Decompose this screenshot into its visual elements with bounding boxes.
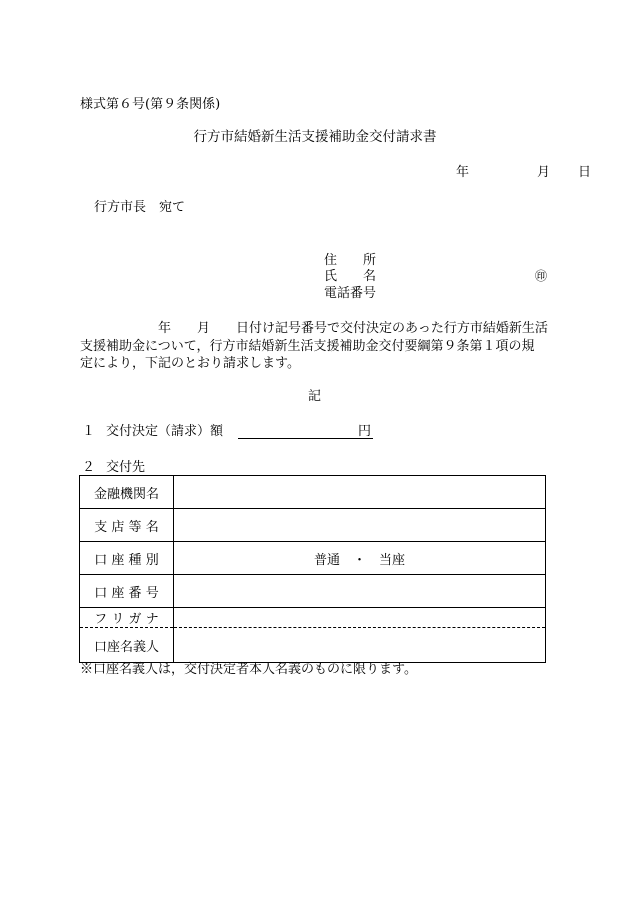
body-line-3: 定により，下記のとおり請求します。 [80, 356, 300, 371]
account-number-label: 口 座 番 号 [80, 575, 174, 608]
furigana-row [80, 608, 546, 628]
item2-number: ２ [82, 460, 96, 475]
bank-name-row [80, 476, 546, 509]
body-line-2: 支援補助金について，行方市結婚新生活支援補助金交付要綱第９条第１項の規 [80, 338, 535, 354]
branch-row [80, 509, 546, 542]
bank-name-label: 金融機関名 [80, 476, 174, 509]
item1-label: 交付決定（請求）額 [106, 424, 224, 439]
furigana-field[interactable] [174, 608, 546, 628]
item1-unit: 円 [358, 424, 372, 439]
document-title: 行方市結婚新生活支援補助金交付請求書 [193, 129, 437, 145]
holder-label: 口座名義人 [80, 628, 174, 663]
bank-name-field[interactable] [174, 476, 546, 509]
holder-note: ※口座名義人は，交付決定者本人名義のものに限ります。 [80, 662, 417, 677]
amount-field[interactable] [238, 423, 373, 439]
request-body [80, 320, 568, 373]
bank-table [79, 475, 546, 663]
date-day: 日 [578, 165, 592, 180]
date-month: 月 [537, 165, 551, 180]
form-number: 様式第６号(第９条関係) [80, 97, 221, 112]
address-label: 住 所 [324, 253, 377, 268]
item2-label: 交付先 [106, 460, 146, 475]
furigana-label: フ リ ガ ナ [80, 608, 174, 628]
branch-field[interactable] [174, 509, 546, 542]
item1-number: １ [82, 424, 96, 439]
account-type-field[interactable]: 普通 ・ 当座 [174, 542, 546, 575]
account-number-row [80, 575, 546, 608]
account-type-row [80, 542, 546, 575]
holder-field[interactable] [174, 628, 546, 663]
phone-label: 電話番号 [324, 286, 377, 301]
body-line-1: 年 月 日付け記号番号で交付決定のあった行方市結婚新生活 [80, 321, 548, 336]
account-number-field[interactable] [174, 575, 546, 608]
ki-heading: 記 [308, 389, 322, 404]
name-label: 氏 名 [324, 269, 377, 284]
holder-row [80, 628, 546, 663]
recipient: 行方市長 宛て [94, 200, 186, 215]
date-line [456, 166, 591, 179]
seal-mark: ㊞ [535, 269, 548, 283]
branch-label: 支 店 等 名 [80, 509, 174, 542]
account-type-label: 口 座 種 別 [80, 542, 174, 575]
date-year: 年 [456, 165, 470, 180]
